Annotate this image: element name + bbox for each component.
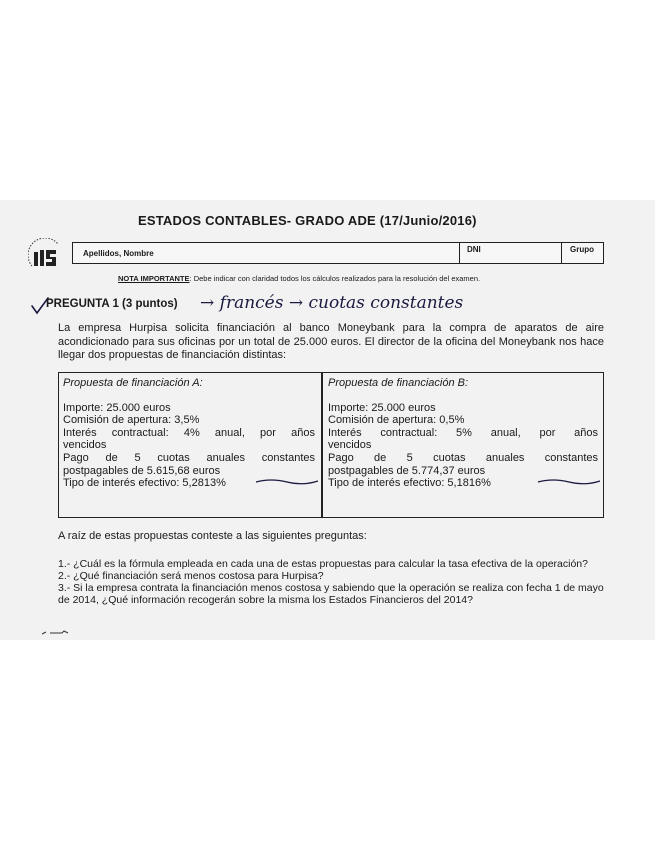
proposal-b-title: Propuesta de financiación B:	[328, 377, 469, 389]
proposal-b-importe: Importe: 25.000 euros	[328, 401, 436, 414]
proposal-b-pago-cont: postpagables de 5.774,37 euros	[328, 464, 486, 477]
subquestion-1: 1.- ¿Cuál es la fórmula empleada en cada una de estas propuestas para calcular la tasa efectiva de la operación?	[58, 558, 588, 570]
proposal-a-interes-cont: vencidos	[63, 439, 107, 452]
dni-field-label: DNI	[467, 245, 481, 254]
questions-intro: A raíz de estas propuestas conteste a las siguientes preguntas:	[58, 530, 367, 542]
proposal-a-pago-cont: postpagables de 5.615,68 euros	[63, 464, 221, 477]
proposal-b-tipo: Tipo de interés efectivo: 5,1816%	[328, 477, 491, 490]
proposal-a-interes: Interés contractual: 4% anual, por años	[63, 426, 315, 439]
proposal-a-comision: Comisión de apertura: 3,5%	[63, 414, 200, 427]
table-divider	[321, 373, 323, 517]
university-seal-icon	[28, 238, 64, 274]
handwritten-underline	[537, 477, 601, 485]
handwritten-annotation-text: → francés → cuotas constantes	[200, 293, 464, 313]
proposal-a-pago: Pago de 5 cuotas anuales constantes	[63, 451, 315, 464]
handwritten-annotation	[200, 290, 500, 316]
question-title: PREGUNTA 1 (3 puntos)	[46, 298, 178, 310]
proposal-a-tipo: Tipo de interés efectivo: 5,2813%	[63, 477, 226, 490]
subquestion-list	[58, 558, 604, 606]
exam-title: ESTADOS CONTABLES- GRADO ADE (17/Junio/2016)	[138, 213, 477, 228]
note-label: NOTA IMPORTANTE	[118, 274, 190, 283]
proposal-a-title: Propuesta de financiación A:	[63, 377, 203, 389]
student-info-box	[72, 242, 604, 264]
proposal-b-comision: Comisión de apertura: 0,5%	[328, 414, 465, 427]
divider	[561, 243, 562, 263]
important-note	[118, 274, 480, 283]
proposal-b-interes-cont: vencidos	[328, 439, 372, 452]
proposal-b-interes: Interés contractual: 5% anual, por años	[328, 426, 598, 439]
subquestion-3: 3.- Si la empresa contrata la financiación menos costosa y sabiendo que la operación se realiza con fecha 1 de mayo de 2014, ¿Qué información recogerán sobre la misma los Estados Financieros del 2014?	[58, 582, 604, 606]
proposal-b-cell	[328, 377, 598, 490]
name-field-label: Apellidos, Nombre	[83, 249, 154, 258]
note-text: : Debe indicar con claridad todos los cálculos realizados para la resolución del examen.	[189, 274, 481, 283]
question-statement: La empresa Hurpisa solicita financiación al banco Moneybank para la compra de aparatos de aire acondicionado para sus oficinas por un total de 25.000 euros. El director de la oficina del Moneybank nos hace llegar dos propuestas de financiación distintas:	[58, 322, 604, 361]
subquestion-2: 2.- ¿Qué financiación será menos costosa para Hurpisa?	[58, 570, 324, 582]
group-field-label: Grupo	[570, 245, 594, 254]
proposal-b-pago: Pago de 5 cuotas anuales constantes	[328, 451, 598, 464]
proposal-a-importe: Importe: 25.000 euros	[63, 401, 171, 414]
handwritten-underline	[255, 477, 319, 485]
divider	[459, 243, 460, 263]
proposal-a-cell	[63, 377, 315, 490]
proposals-table	[58, 372, 604, 518]
margin-scribble	[40, 628, 100, 638]
